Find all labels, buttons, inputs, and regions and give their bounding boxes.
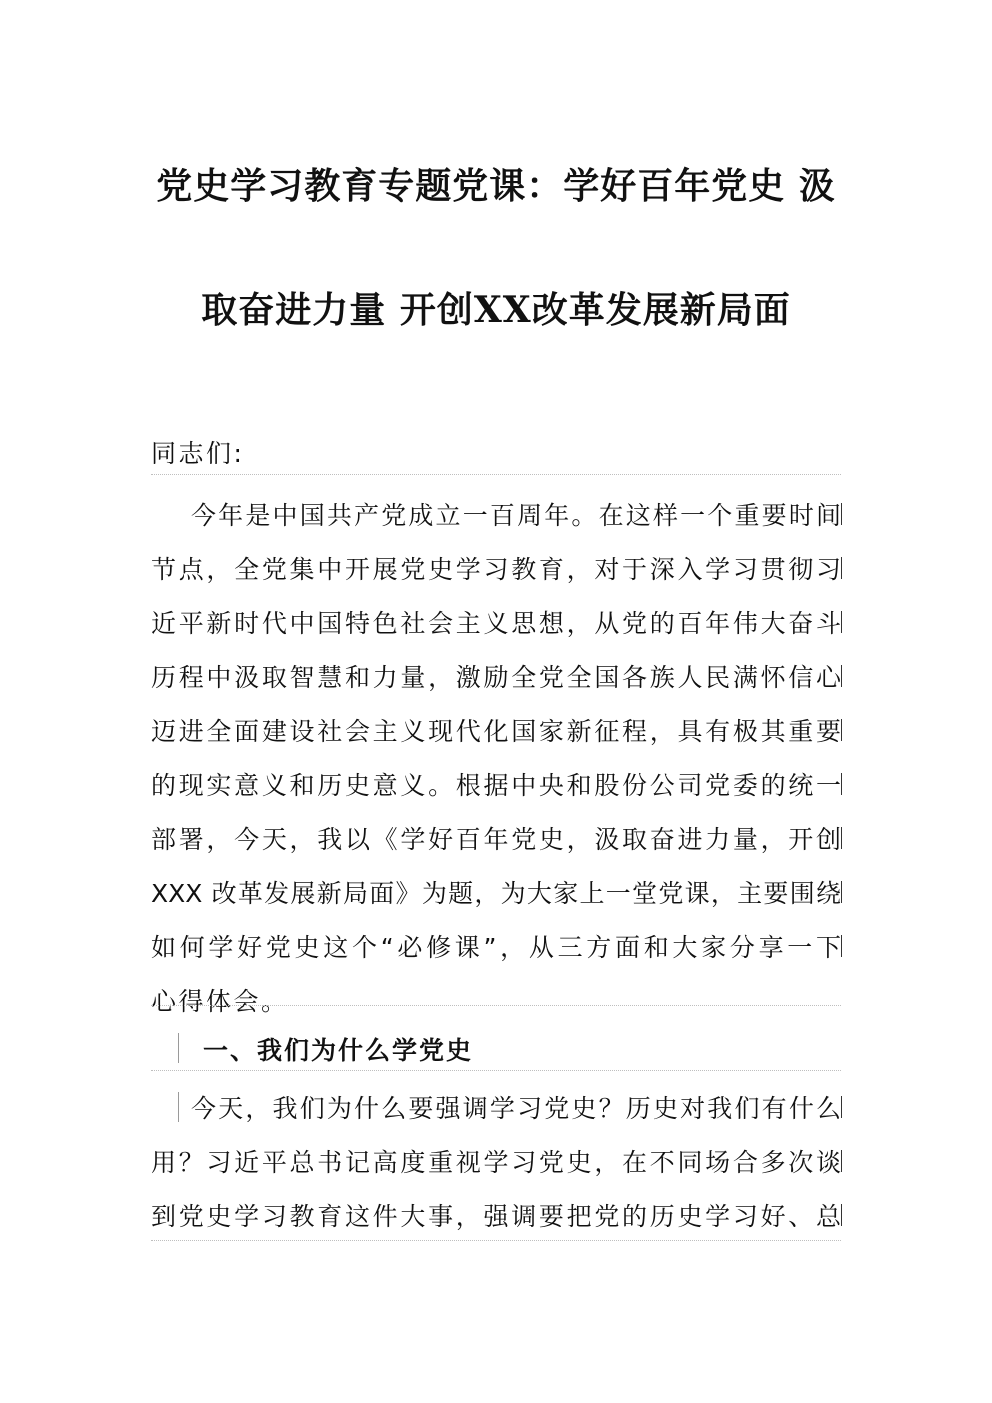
paragraph-line: 历程中汲取智慧和力量，激励全党全国各族人民满怀信心 xyxy=(151,663,841,692)
line-end-mark xyxy=(841,1204,842,1226)
line-end-mark xyxy=(841,827,842,849)
line-end-mark xyxy=(841,611,842,633)
paragraph-divider xyxy=(151,1070,841,1071)
line-end-mark xyxy=(841,1150,842,1172)
paragraph-line: 今年是中国共产党成立一百周年。在这样一个重要时间 xyxy=(191,501,841,530)
paragraph-line: 部署，今天，我以《学好百年党史，汲取奋进力量，开创 xyxy=(151,825,841,854)
section-heading: 一、我们为什么学党史 xyxy=(203,1036,474,1065)
paragraph-line: 节点，全党集中开展党史学习教育，对于深入学习贯彻习 xyxy=(151,555,841,584)
line-end-mark xyxy=(841,773,842,795)
paragraph-line: 今天，我们为什么要强调学习党史？历史对我们有什么 xyxy=(191,1094,841,1123)
line-end-mark xyxy=(841,881,842,903)
paragraph-line: 的现实意义和历史意义。根据中央和股份公司党委的统一 xyxy=(151,771,841,800)
line-end-mark xyxy=(841,1096,842,1118)
line-end-mark xyxy=(841,665,842,687)
heading-tick-mark xyxy=(178,1033,179,1063)
line-end-mark xyxy=(841,503,842,525)
paragraph-divider xyxy=(151,1240,841,1241)
paragraph-line: 心得体会。 xyxy=(151,987,289,1016)
paragraph-line: 近平新时代中国特色社会主义思想，从党的百年伟大奋斗 xyxy=(151,609,841,638)
line-end-mark xyxy=(841,935,842,957)
paragraph-line: 到党史学习教育这件大事，强调要把党的历史学习好、总 xyxy=(151,1202,841,1231)
line-end-mark xyxy=(841,557,842,579)
document-title-line-1: 党史学习教育专题党课：学好百年党史 汲 xyxy=(156,165,836,207)
paragraph-line: 用？习近平总书记高度重视学习党史，在不同场合多次谈 xyxy=(151,1148,841,1177)
document-title-line-2: 取奋进力量 开创XX改革发展新局面 xyxy=(201,289,791,331)
paragraph-line: 如何学好党史这个“必修课”，从三方面和大家分享一下 xyxy=(151,933,841,962)
salutation: 同志们: xyxy=(151,439,245,468)
paragraph-divider xyxy=(151,1005,841,1006)
line-end-mark xyxy=(841,719,842,741)
paragraph-line: 迈进全面建设社会主义现代化国家新征程，具有极其重要 xyxy=(151,717,841,746)
paragraph-divider xyxy=(151,474,841,475)
paragraph-line: XXX 改革发展新局面》为题，为大家上一堂党课，主要围绕 xyxy=(151,879,841,908)
